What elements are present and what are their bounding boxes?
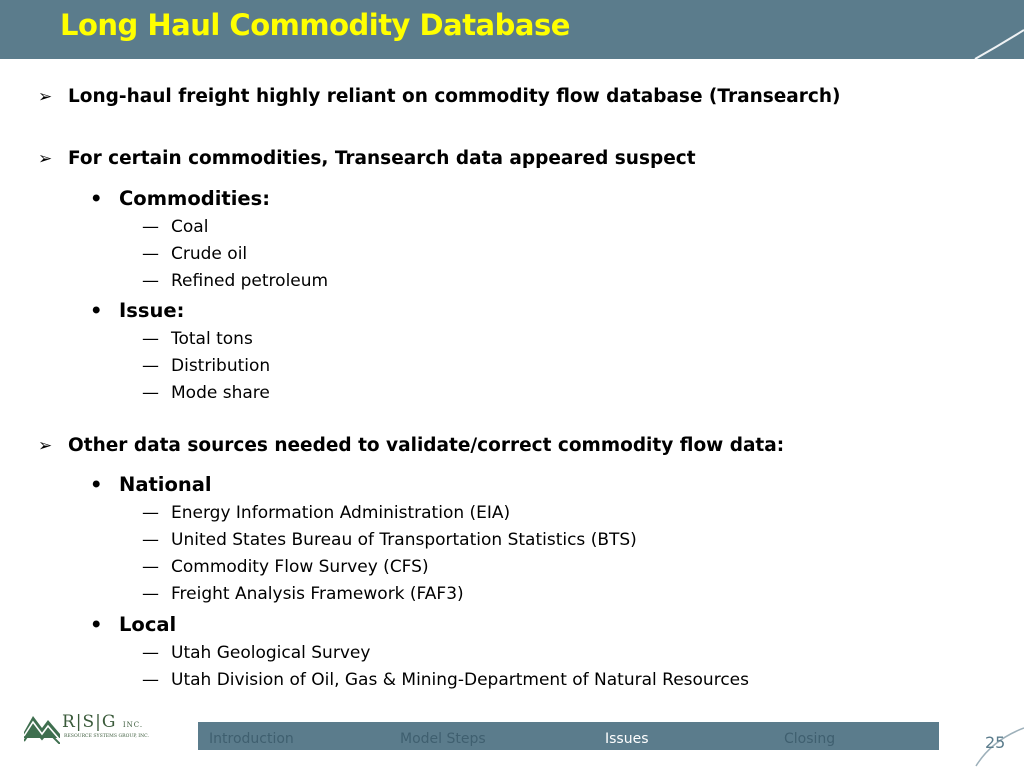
sub-sub-bullet-text: Crude oil xyxy=(171,244,248,264)
sub-sub-bullet-item xyxy=(142,329,253,349)
dash-bullet-icon: — xyxy=(142,530,159,550)
dot-bullet-icon: • xyxy=(90,473,103,496)
dash-bullet-icon: — xyxy=(142,670,159,690)
dash-bullet-icon: — xyxy=(142,584,159,604)
logo-subtitle: RESOURCE SYSTEMS GROUP, INC. xyxy=(64,734,149,739)
sub-sub-bullet-text: Total tons xyxy=(171,329,253,349)
nav-item-closing[interactable]: Closing xyxy=(784,731,836,747)
sub-sub-bullet-item xyxy=(142,356,270,376)
dash-bullet-icon: — xyxy=(142,503,159,523)
sub-sub-bullet-item xyxy=(142,530,637,550)
company-logo xyxy=(24,710,169,744)
arrow-bullet-icon: ➢ xyxy=(38,436,53,456)
sub-sub-bullet-text: Coal xyxy=(171,217,209,237)
sub-sub-bullet-item xyxy=(142,670,749,690)
dot-bullet-icon: • xyxy=(90,299,103,322)
sub-sub-bullet-item xyxy=(142,383,270,403)
sub-sub-bullet-text: United States Bureau of Transportation Statistics (BTS) xyxy=(171,530,637,550)
sub-sub-bullet-item xyxy=(142,244,247,264)
sub-sub-bullet-text: Energy Information Administration (EIA) xyxy=(171,503,511,523)
footer-nav xyxy=(198,722,939,750)
corner-accent-curve xyxy=(940,720,1024,768)
logo-letters: R|S|G xyxy=(62,712,117,732)
sub-sub-bullet-text: Mode share xyxy=(171,383,270,403)
page-number: 25 xyxy=(985,733,1006,752)
dash-bullet-icon: — xyxy=(142,271,159,291)
dash-bullet-icon: — xyxy=(142,244,159,264)
sub-bullet-text: Commodities: xyxy=(119,187,271,210)
logo-wordmark xyxy=(62,712,143,732)
sub-sub-bullet-text: Freight Analysis Framework (FAF3) xyxy=(171,584,464,604)
slide-title: Long Haul Commodity Database xyxy=(60,8,570,42)
dash-bullet-icon: — xyxy=(142,383,159,403)
dot-bullet-icon: • xyxy=(90,187,103,210)
sub-bullet-item xyxy=(90,613,176,636)
sub-bullet-item xyxy=(90,473,212,496)
dash-bullet-icon: — xyxy=(142,356,159,376)
sub-bullet-text: Local xyxy=(119,613,177,636)
bullet-item xyxy=(38,86,841,107)
nav-item-issues[interactable]: Issues xyxy=(605,731,649,747)
logo-inc: INC. xyxy=(122,721,144,729)
bullet-text: Other data sources needed to validate/correct commodity flow data: xyxy=(68,435,785,456)
dot-bullet-icon: • xyxy=(90,613,103,636)
dash-bullet-icon: — xyxy=(142,329,159,349)
sub-sub-bullet-item xyxy=(142,271,328,291)
sub-sub-bullet-item xyxy=(142,643,370,663)
nav-item-model-steps[interactable]: Model Steps xyxy=(400,731,486,747)
dash-bullet-icon: — xyxy=(142,643,159,663)
sub-bullet-text: Issue: xyxy=(119,299,185,322)
sub-sub-bullet-item xyxy=(142,557,429,577)
sub-sub-bullet-text: Commodity Flow Survey (CFS) xyxy=(171,557,429,577)
bullet-item xyxy=(38,435,784,456)
sub-sub-bullet-text: Utah Division of Oil, Gas & Mining-Department of Natural Resources xyxy=(171,670,749,690)
dash-bullet-icon: — xyxy=(142,217,159,237)
sub-bullet-item xyxy=(90,187,270,210)
sub-sub-bullet-text: Utah Geological Survey xyxy=(171,643,371,663)
dash-bullet-icon: — xyxy=(142,557,159,577)
sub-sub-bullet-item xyxy=(142,503,510,523)
sub-bullet-item xyxy=(90,299,184,322)
sub-sub-bullet-text: Refined petroleum xyxy=(171,271,329,291)
bullet-item xyxy=(38,148,696,169)
bullet-text: Long-haul freight highly reliant on commodity flow database (Transearch) xyxy=(68,86,841,107)
mountain-logo-icon xyxy=(24,710,60,744)
bullet-text: For certain commodities, Transearch data appeared suspect xyxy=(68,148,696,169)
sub-sub-bullet-item xyxy=(142,217,208,237)
sub-sub-bullet-item xyxy=(142,584,464,604)
sub-sub-bullet-text: Distribution xyxy=(171,356,271,376)
nav-item-introduction[interactable]: Introduction xyxy=(209,731,294,747)
arrow-bullet-icon: ➢ xyxy=(38,87,53,107)
arrow-bullet-icon: ➢ xyxy=(38,149,53,169)
sub-bullet-text: National xyxy=(119,473,212,496)
